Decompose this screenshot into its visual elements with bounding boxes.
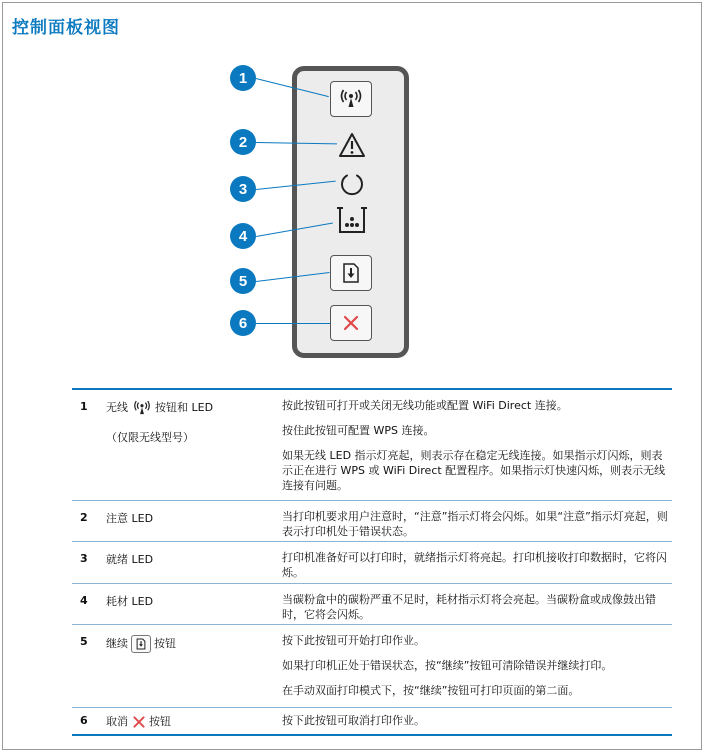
wireless-button[interactable] — [330, 81, 372, 117]
cancel-x-icon — [132, 715, 146, 729]
feature-label: 取消 — [106, 715, 128, 728]
row-number: 1 — [80, 400, 88, 413]
feature-label: 按钮 — [149, 715, 171, 728]
row-number: 2 — [80, 511, 88, 524]
resume-key — [131, 635, 151, 653]
leader-line-6 — [256, 323, 330, 324]
callout-2: 2 — [230, 129, 256, 155]
callout-4: 4 — [230, 223, 256, 249]
ready-led — [338, 170, 366, 198]
table-row — [72, 707, 672, 736]
row-description: 当打印机要求用户注意时，“注意”指示灯将会闪烁。如果“注意”指示灯亮起，则表示打印机处于错误状态。 — [282, 510, 668, 538]
row-feature: 就绪 LED — [106, 553, 154, 566]
resume-icon — [136, 638, 146, 650]
feature-label: 按钮和 LED — [155, 401, 214, 414]
row-feature — [106, 635, 176, 653]
row-number: 4 — [80, 594, 88, 607]
toner-icon — [336, 206, 368, 236]
row-number: 3 — [80, 552, 88, 565]
attention-led — [337, 130, 367, 160]
row-description: 打印机准备好可以打印时，就绪指示灯将亮起。打印机接收打印数据时，它将闪烁。 — [282, 551, 667, 579]
row-number: 5 — [80, 635, 88, 648]
row-description: 当碳粉盒中的碳粉严重不足时，耗材指示灯将会亮起。当碳粉盒或成像鼓出错时，它将会闪烁。 — [282, 593, 656, 621]
cancel-x-icon — [342, 314, 360, 332]
cancel-button[interactable] — [330, 305, 372, 341]
page-title: 控制面板视图 — [12, 18, 120, 38]
ready-circle-icon — [339, 171, 365, 197]
callout-6: 6 — [230, 310, 256, 336]
callout-5: 5 — [230, 268, 256, 294]
row-feature: 注意 LED — [106, 512, 154, 525]
table-row — [72, 541, 672, 583]
table-row — [72, 583, 672, 624]
feature-label: 继续 — [106, 637, 128, 650]
row-feature — [106, 400, 213, 446]
row-description: 按此按钮可打开或关闭无线功能或配置 WiFi Direct 连接。 按住此按钮可配置 WPS 连接。 如果无线 LED 指示灯亮起，则表示存在稳定无线连接。如果指示灯闪烁，则表示正在进行 WPS 或 WiFi Direct 配置程序。如果指示灯快速闪烁，则表示无线连接有问题。 — [282, 399, 666, 492]
table-row — [72, 624, 672, 707]
row-feature — [106, 714, 171, 730]
resume-icon — [342, 263, 360, 283]
callout-3: 3 — [230, 176, 256, 202]
supplies-led — [335, 205, 369, 237]
row-description: 按下此按钮可开始打印作业。 如果打印机正处于错误状态，按“继续”按钮可清除错误并继续打印。 在手动双面打印模式下，按“继续”按钮可打印页面的第二面。 — [282, 634, 613, 697]
table-row — [72, 500, 672, 541]
wireless-icon — [338, 89, 364, 109]
control-panel-table — [72, 388, 672, 736]
table-row — [72, 388, 672, 500]
row-description: 按下此按钮可取消打印作业。 — [282, 714, 425, 727]
feature-label: 无线 — [106, 401, 128, 414]
resume-button[interactable] — [330, 255, 372, 291]
wireless-icon — [132, 400, 152, 416]
feature-label: 按钮 — [154, 637, 176, 650]
callout-1: 1 — [230, 65, 256, 91]
row-feature: 耗材 LED — [106, 595, 154, 608]
warning-triangle-icon — [338, 132, 366, 158]
row-number: 6 — [80, 714, 88, 727]
feature-note: （仅限无线型号） — [106, 431, 194, 444]
